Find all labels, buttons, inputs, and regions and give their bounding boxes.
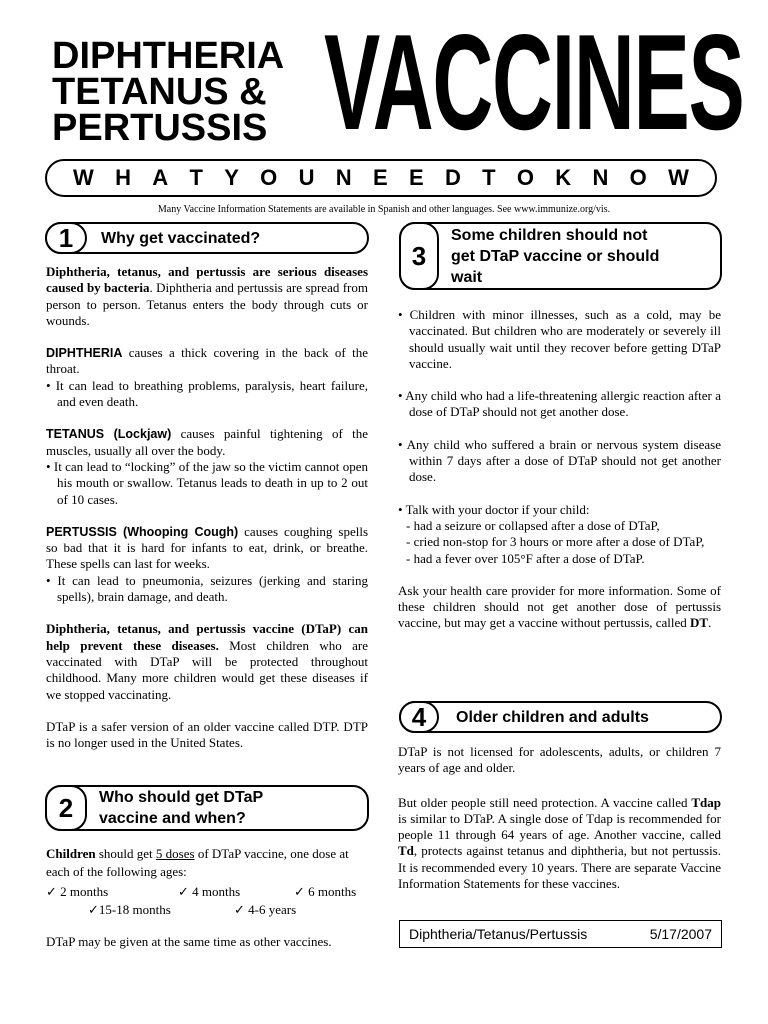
title-disease-names <box>52 35 285 149</box>
section-1-body <box>46 264 368 751</box>
age-4-6-years: ✓ 4-6 years <box>234 902 297 917</box>
section-2-title-line-1: Who should get DTaP <box>99 789 264 806</box>
section-3-title <box>451 224 659 288</box>
tagline-letter: O <box>516 165 534 190</box>
tagline-letter: Y <box>224 165 239 190</box>
safer-version-text: DTaP is a safer version of an older vaccine called DTP. DTP is no longer used in the United States. <box>46 718 368 751</box>
dtap-text: Most children who are vaccinated with DTaP will be protected throughout childhood. Many more children would get these diseases if we stopped vaccinating. <box>46 637 368 702</box>
section-3-title-line-1: Some children should not <box>451 226 648 244</box>
tagline-letter: N <box>335 165 352 190</box>
tagline-letter: O <box>629 165 647 190</box>
pertussis-text: causes coughing spells so bad that it is hard for infants to eat, drink, or breathe. These spells can last for weeks. <box>46 523 369 572</box>
children-mid: should get <box>95 846 156 861</box>
section-3-number: 3 <box>399 222 439 290</box>
s3-bullet-brain: • Any child who suffered a brain or nervous system disease within 7 days after a dose of DTaP should not get another dose. <box>398 436 721 485</box>
section-2-body <box>46 845 368 951</box>
language-note: Many Vaccine Information Statements are available in Spanish and other languages. See www.immunize.org/vis. <box>157 204 611 215</box>
tagline-letter: N <box>592 165 609 190</box>
s4-text-c: is similar to DTaP. A single dose of Tdap is recommended for people 11 through 64 years of age. Another vaccine, called <box>398 810 721 843</box>
s4-text-e: , protects against tetanus and diphtheria, but not pertussis. It is recommended every 10 years. There are separate Vaccine Information Statements for these vaccines. <box>398 843 721 892</box>
age-6-months: ✓ 6 months <box>294 884 357 899</box>
section-4-body <box>398 744 721 892</box>
tagline-letter: U <box>298 165 315 190</box>
tetanus-label: TETANUS (Lockjaw) <box>46 427 172 442</box>
section-2-header <box>45 785 369 831</box>
title-line-2: TETANUS & <box>52 71 267 113</box>
tagline-letter: D <box>444 165 461 190</box>
tagline-letter: T <box>482 165 496 190</box>
pertussis-bullet: • It can lead to pneumonia, seizures (jerking and staring spells), brain damage, and death. <box>46 572 368 605</box>
intro-text: . Diphtheria and pertussis are spread from person to person. Tetanus enters the body through cuts or wounds. <box>46 280 368 328</box>
tetanus-text: causes painful tightening of the muscles, usually all over the body. <box>46 426 368 458</box>
section-2-title-line-2: vaccine and when? <box>99 810 246 827</box>
children-text: of DTaP vaccine, one dose at each of the following ages: <box>46 846 349 879</box>
dt-bold: DT <box>690 615 709 631</box>
section-1-title: Why get vaccinated? <box>101 229 261 247</box>
ages-row-2 <box>46 901 368 919</box>
age-4-months: ✓ 4 months <box>178 884 241 899</box>
section-3-title-line-3: wait <box>451 268 483 286</box>
section-1-number: 1 <box>45 222 87 254</box>
tagline-letter: E <box>408 165 424 190</box>
s3-bullet-talk: • Talk with your doctor if your child: <box>398 501 590 517</box>
section-3-body <box>398 307 721 632</box>
s3-sub-seizure: - had a seizure or collapsed after a dose of DTaP, <box>406 517 660 533</box>
section-4-header <box>399 701 722 733</box>
s3-sub-fever: - had a fever over 105°F after a dose of DTaP. <box>406 550 645 566</box>
section-4-number: 4 <box>399 701 439 733</box>
tagline-letter: H <box>115 165 131 190</box>
tagline-letter: T <box>189 165 203 190</box>
tagline-bar <box>45 159 717 197</box>
ask-end: . <box>708 615 712 631</box>
tagline-letter: E <box>372 165 388 190</box>
title-vaccines: VACCINES <box>324 6 744 158</box>
tagline-letter: W <box>73 165 94 190</box>
tdap-bold: Tdap <box>691 794 721 810</box>
diphtheria-bullet: • It can lead to breathing problems, paralysis, heart failure, and even death. <box>46 377 368 410</box>
children-bold: Children <box>46 846 96 861</box>
dtap-bold: Diphtheria, tetanus, and pertussis vaccine (DTaP) can help prevent these diseases. <box>46 621 368 653</box>
s3-bullet-allergic: • Any child who had a life-threatening allergic reaction after a dose of DTaP should not get another dose. <box>398 388 721 420</box>
ages-row-1 <box>46 883 368 901</box>
section-3-header <box>399 222 722 290</box>
footer-vaccine-name: Diphtheria/Tetanus/Pertussis <box>409 926 588 942</box>
td-bold: Td <box>398 843 414 859</box>
tagline-letter: W <box>668 165 689 190</box>
age-15-18-months: ✓15-18 months <box>88 902 171 917</box>
s4-not-licensed: DTaP is not licensed for adolescents, adults, or children 7 years of age and older. <box>398 744 721 776</box>
section-1-header <box>45 222 369 254</box>
diphtheria-text: causes a thick covering in the back of the throat. <box>46 345 368 377</box>
footer-box <box>399 920 722 948</box>
tagline-letter: K <box>555 165 572 190</box>
title-line-1: DIPHTHERIA <box>52 35 285 77</box>
ask-text: Ask your health care provider for more information. Some of these children should not get another dose of pertussis vaccine, but may get a vaccine without pertussis, called <box>398 582 721 631</box>
tagline-letter: A <box>152 165 169 190</box>
section-3-title-line-2: get DTaP vaccine or should <box>451 247 660 265</box>
section-4-title: Older children and adults <box>456 708 649 726</box>
s3-bullet-minor-illness: • Children with minor illnesses, such as a cold, may be vaccinated. But children who are moderately or severely ill should usually wait until they recover before getting DTaP vaccine. <box>398 307 721 371</box>
section-2-number: 2 <box>45 785 87 831</box>
section-2-title <box>99 787 263 829</box>
same-time-text: DTaP may be given at the same time as other vaccines. <box>46 934 332 949</box>
pertussis-label: PERTUSSIS (Whooping Cough) <box>46 524 239 539</box>
age-2-months: ✓ 2 months <box>46 884 109 899</box>
diphtheria-label: DIPHTHERIA <box>46 346 123 361</box>
intro-bold: Diphtheria, tetanus, and pertussis are serious diseases caused by bacteria <box>46 264 368 296</box>
tagline-letter: O <box>260 165 278 190</box>
tetanus-bullet: • It can lead to “locking” of the jaw so the victim cannot open his mouth or swallow. Tetanus leads to death in up to 2 out of 10 cases. <box>46 458 368 507</box>
s3-sub-cried: - cried non-stop for 3 hours or more after a dose of DTaP, <box>406 534 705 550</box>
s4-text-a: But older people still need protection. A vaccine called <box>398 794 692 810</box>
footer-date: 5/17/2007 <box>649 926 712 942</box>
doses-underlined: 5 doses <box>155 846 195 861</box>
title-line-3: PERTUSSIS <box>52 107 268 149</box>
